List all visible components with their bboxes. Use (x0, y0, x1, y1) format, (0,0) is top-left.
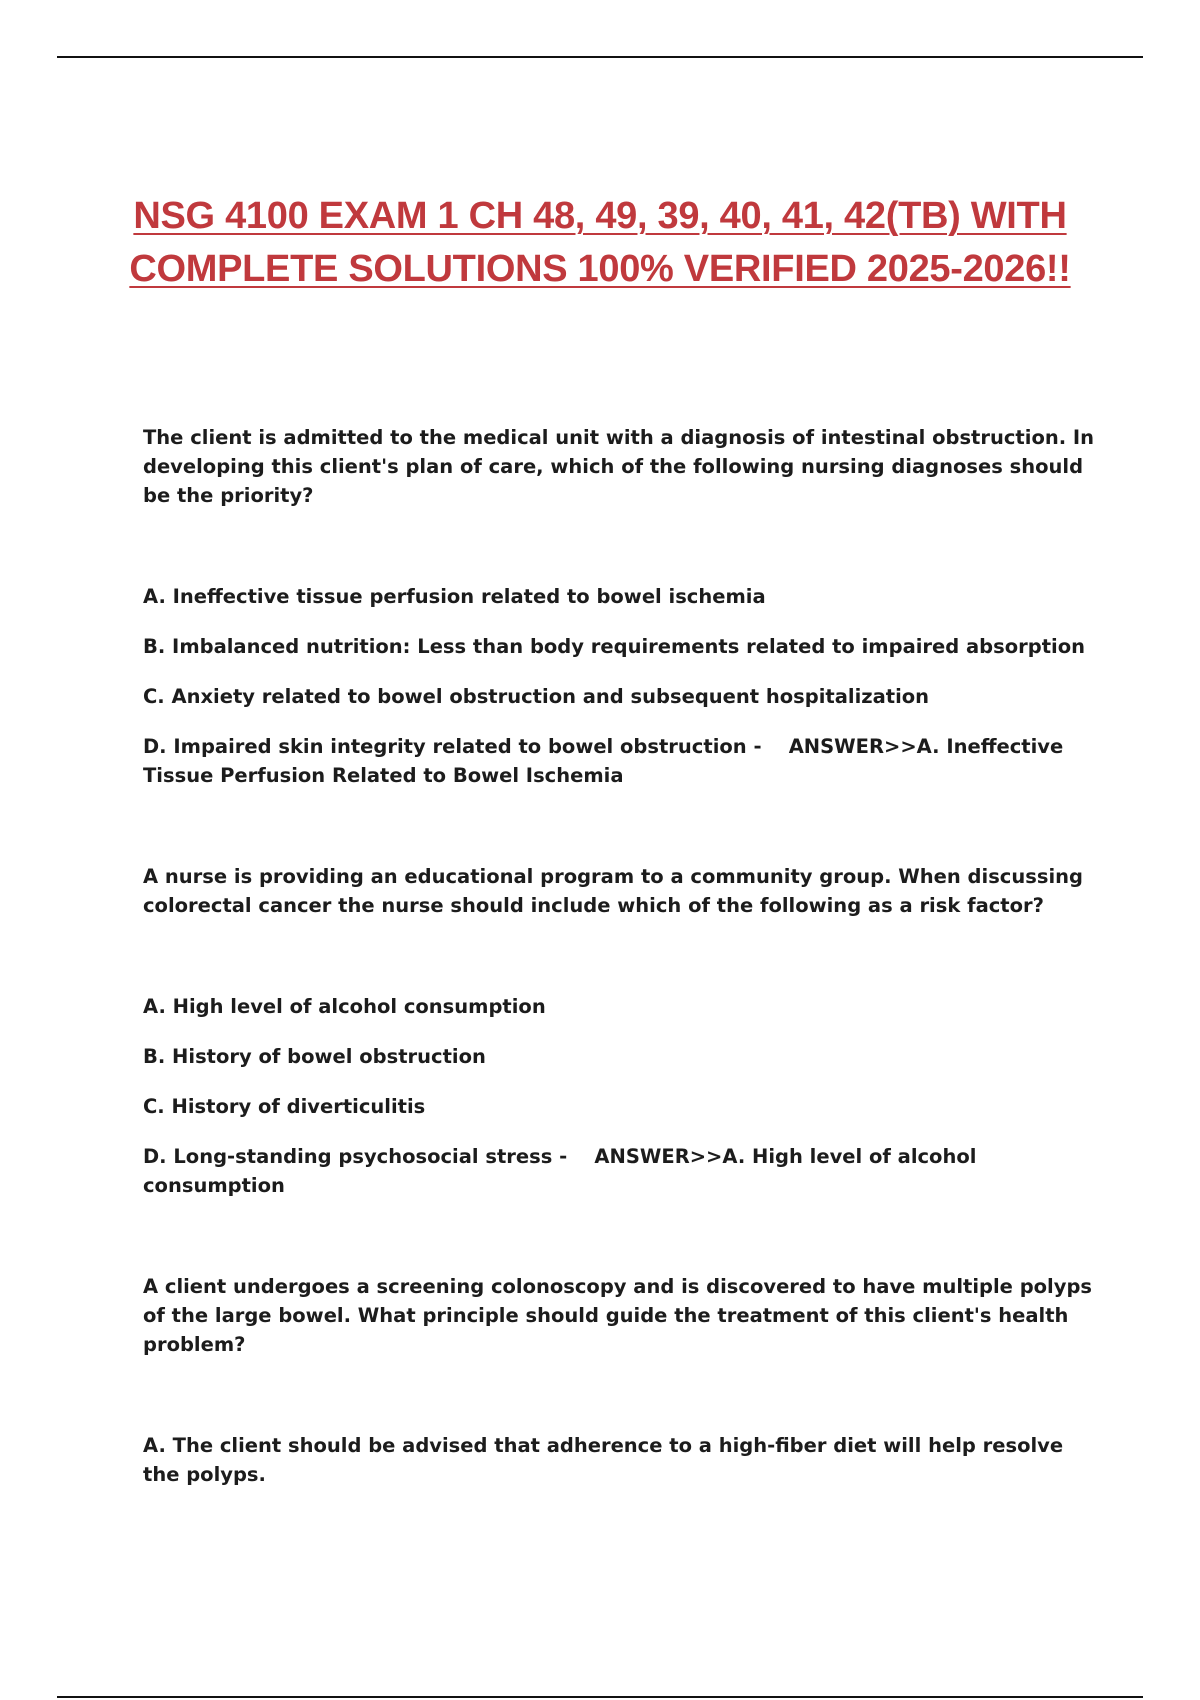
question-block (143, 862, 1103, 1200)
answer-option: C. Anxiety related to bowel obstruction and subsequent hospitalization (143, 685, 930, 708)
answer-option-text: D. Long-standing psychosocial stress - (143, 1145, 568, 1168)
document-title (100, 190, 1100, 296)
document-title-text: NSG 4100 EXAM 1 CH 48, 49, 39, 40, 41, 42(TB) WITH COMPLETE SOLUTIONS 100% VERIFIED 2025-2026!! (129, 195, 1071, 290)
question-text: A client undergoes a screening colonoscopy and is discovered to have multiple polyps of the large bowel. What principle should guide the treatment of this client's health problem? (143, 1275, 1093, 1356)
answer-option: A. Ineffective tissue perfusion related to bowel ischemia (143, 585, 766, 608)
answer-option: B. History of bowel obstruction (143, 1045, 486, 1068)
answer-option-text: D. Impaired skin integrity related to bowel obstruction - (143, 735, 762, 758)
bottom-rule (57, 1696, 1143, 1698)
question-text: The client is admitted to the medical unit with a diagnosis of intestinal obstruction. In developing this client's plan of care, which of the following nursing diagnoses should be the priority? (143, 426, 1095, 507)
answer-option: A. The client should be advised that adherence to a high-fiber diet will help resolve the polyps. (143, 1434, 1064, 1486)
answer-option-with-key (143, 1142, 1103, 1200)
question-list (143, 423, 1103, 1510)
answer-option: A. High level of alcohol consumption (143, 995, 546, 1018)
question-block (143, 423, 1103, 790)
answer-key: ANSWER>>A. High level of alcohol consumption (143, 1145, 977, 1197)
answer-key: ANSWER>>A. Ineffective Tissue Perfusion Related to Bowel Ischemia (143, 735, 1064, 787)
answer-option: B. Imbalanced nutrition: Less than body requirements related to impaired absorption (143, 635, 1085, 658)
answer-option: C. History of diverticulitis (143, 1095, 426, 1118)
question-block (143, 1272, 1103, 1489)
top-rule (57, 56, 1143, 58)
question-text: A nurse is providing an educational program to a community group. When discussing colorectal cancer the nurse should include which of the following as a risk factor? (143, 865, 1083, 917)
answer-option-with-key (143, 732, 1103, 790)
